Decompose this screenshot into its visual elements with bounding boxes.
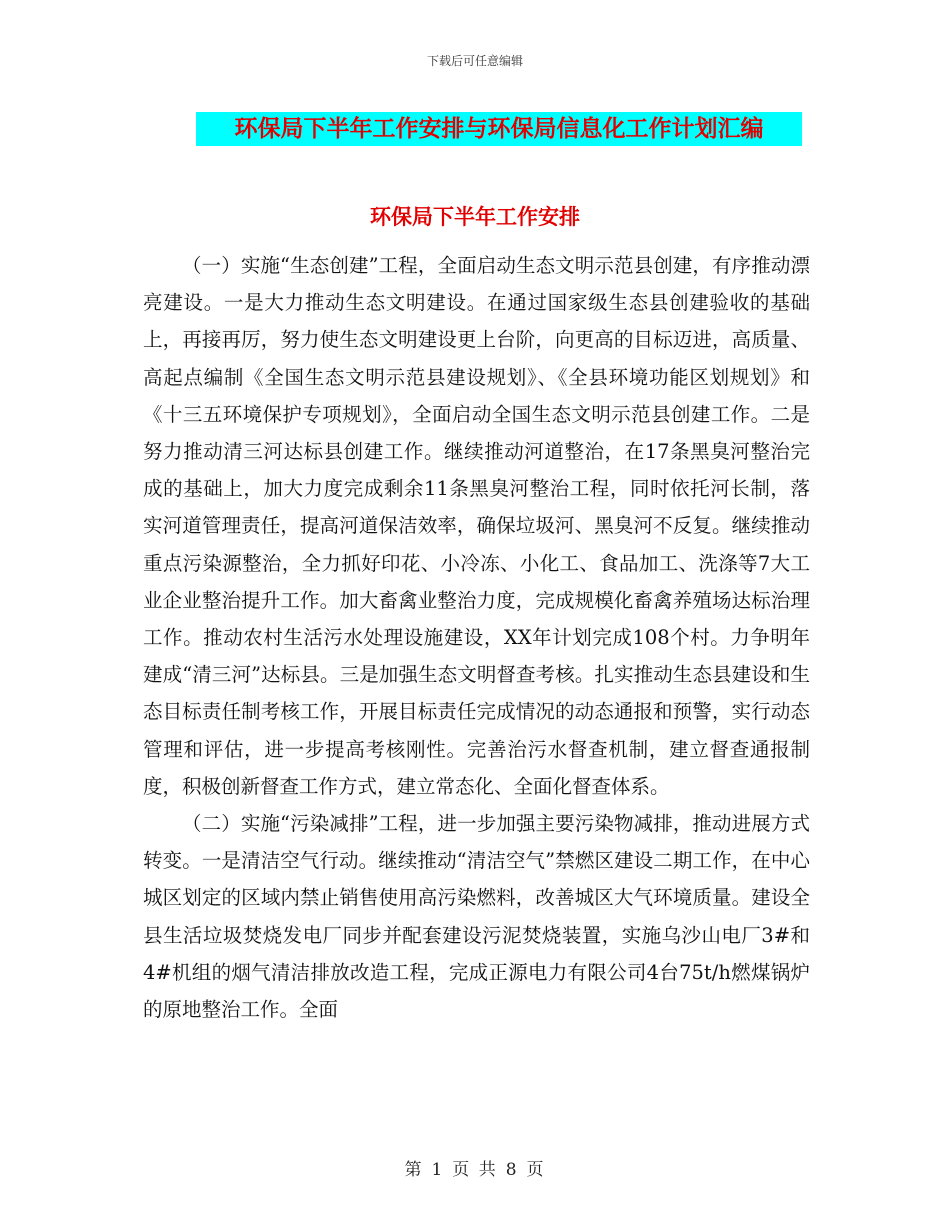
document-title: 环保局下半年工作安排与环保局信息化工作计划汇编 <box>196 112 802 146</box>
page-footer <box>0 1155 950 1180</box>
header-note: 下载后可任意编辑 <box>426 54 523 68</box>
document-body <box>143 247 810 1028</box>
section-title: 环保局下半年工作安排 <box>370 205 580 229</box>
page-label-middle: 页 共 <box>452 1160 498 1180</box>
body-paragraph-1: （一）实施“生态创建”工程，全面启动生态文明示范县创建，有序推动漂亮建设。一是大力推动生态文明建设。在通过国家级生态县创建验收的基础上，再接再厉，努力使生态文明建设更上台阶，向更高的目标迈进，高质量、高起点编制《全国生态文明示范县建设规划》、《全县环境功能区划规划》和《十三五环境保护专项规划》，全面启动全国生态文明示范县创建工作。二是努力推动清三河达标县创建工作。继续推动河道整治，在17条黑臭河整治完成的基础上，加大力度完成剩余11条黑臭河整治工程，同时依托河长制，落实河道管理责任，提高河道保洁效率，确保垃圾河、黑臭河不反复。继续推动重点污染源整治，全力抓好印花、小冷冻、小化工、食品加工、洗涤等7大工业企业整治提升工作。加大畜禽业整治力度，完成规模化畜禽养殖场达标治理工作。推动农村生活污水处理设施建设，XX年计划完成108个村。力争明年建成“清三河”达标县。三是加强生态文明督查考核。扎实推动生态县建设和生态目标责任制考核工作，开展目标责任完成情况的动态通报和预警，实行动态管理和评估，进一步提高考核刚性。完善治污水督查机制，建立督查通报制度，积极创新督查工作方式，建立常态化、全面化督查体系。 <box>143 254 810 798</box>
body-paragraph-2: （二）实施“污染减排”工程，进一步加强主要污染物减排，推动进展方式转变。一是清洁空气行动。继续推动“清洁空气”禁燃区建设二期工作，在中心城区划定的区域内禁止销售使用高污染燃料，改善城区大气环境质量。建设全县生活垃圾焚烧发电厂同步并配套建设污泥焚烧装置，实施乌沙山电厂3#和4#机组的烟气清洁排放改造工程，完成正源电力有限公司4台75t/h燃煤锅炉的原地整治工作。全面 <box>143 812 810 1022</box>
page-current: 1 <box>431 1160 445 1180</box>
page-label-prefix: 第 <box>404 1160 424 1180</box>
page-total: 8 <box>505 1160 519 1180</box>
page-label-suffix: 页 <box>526 1160 546 1180</box>
